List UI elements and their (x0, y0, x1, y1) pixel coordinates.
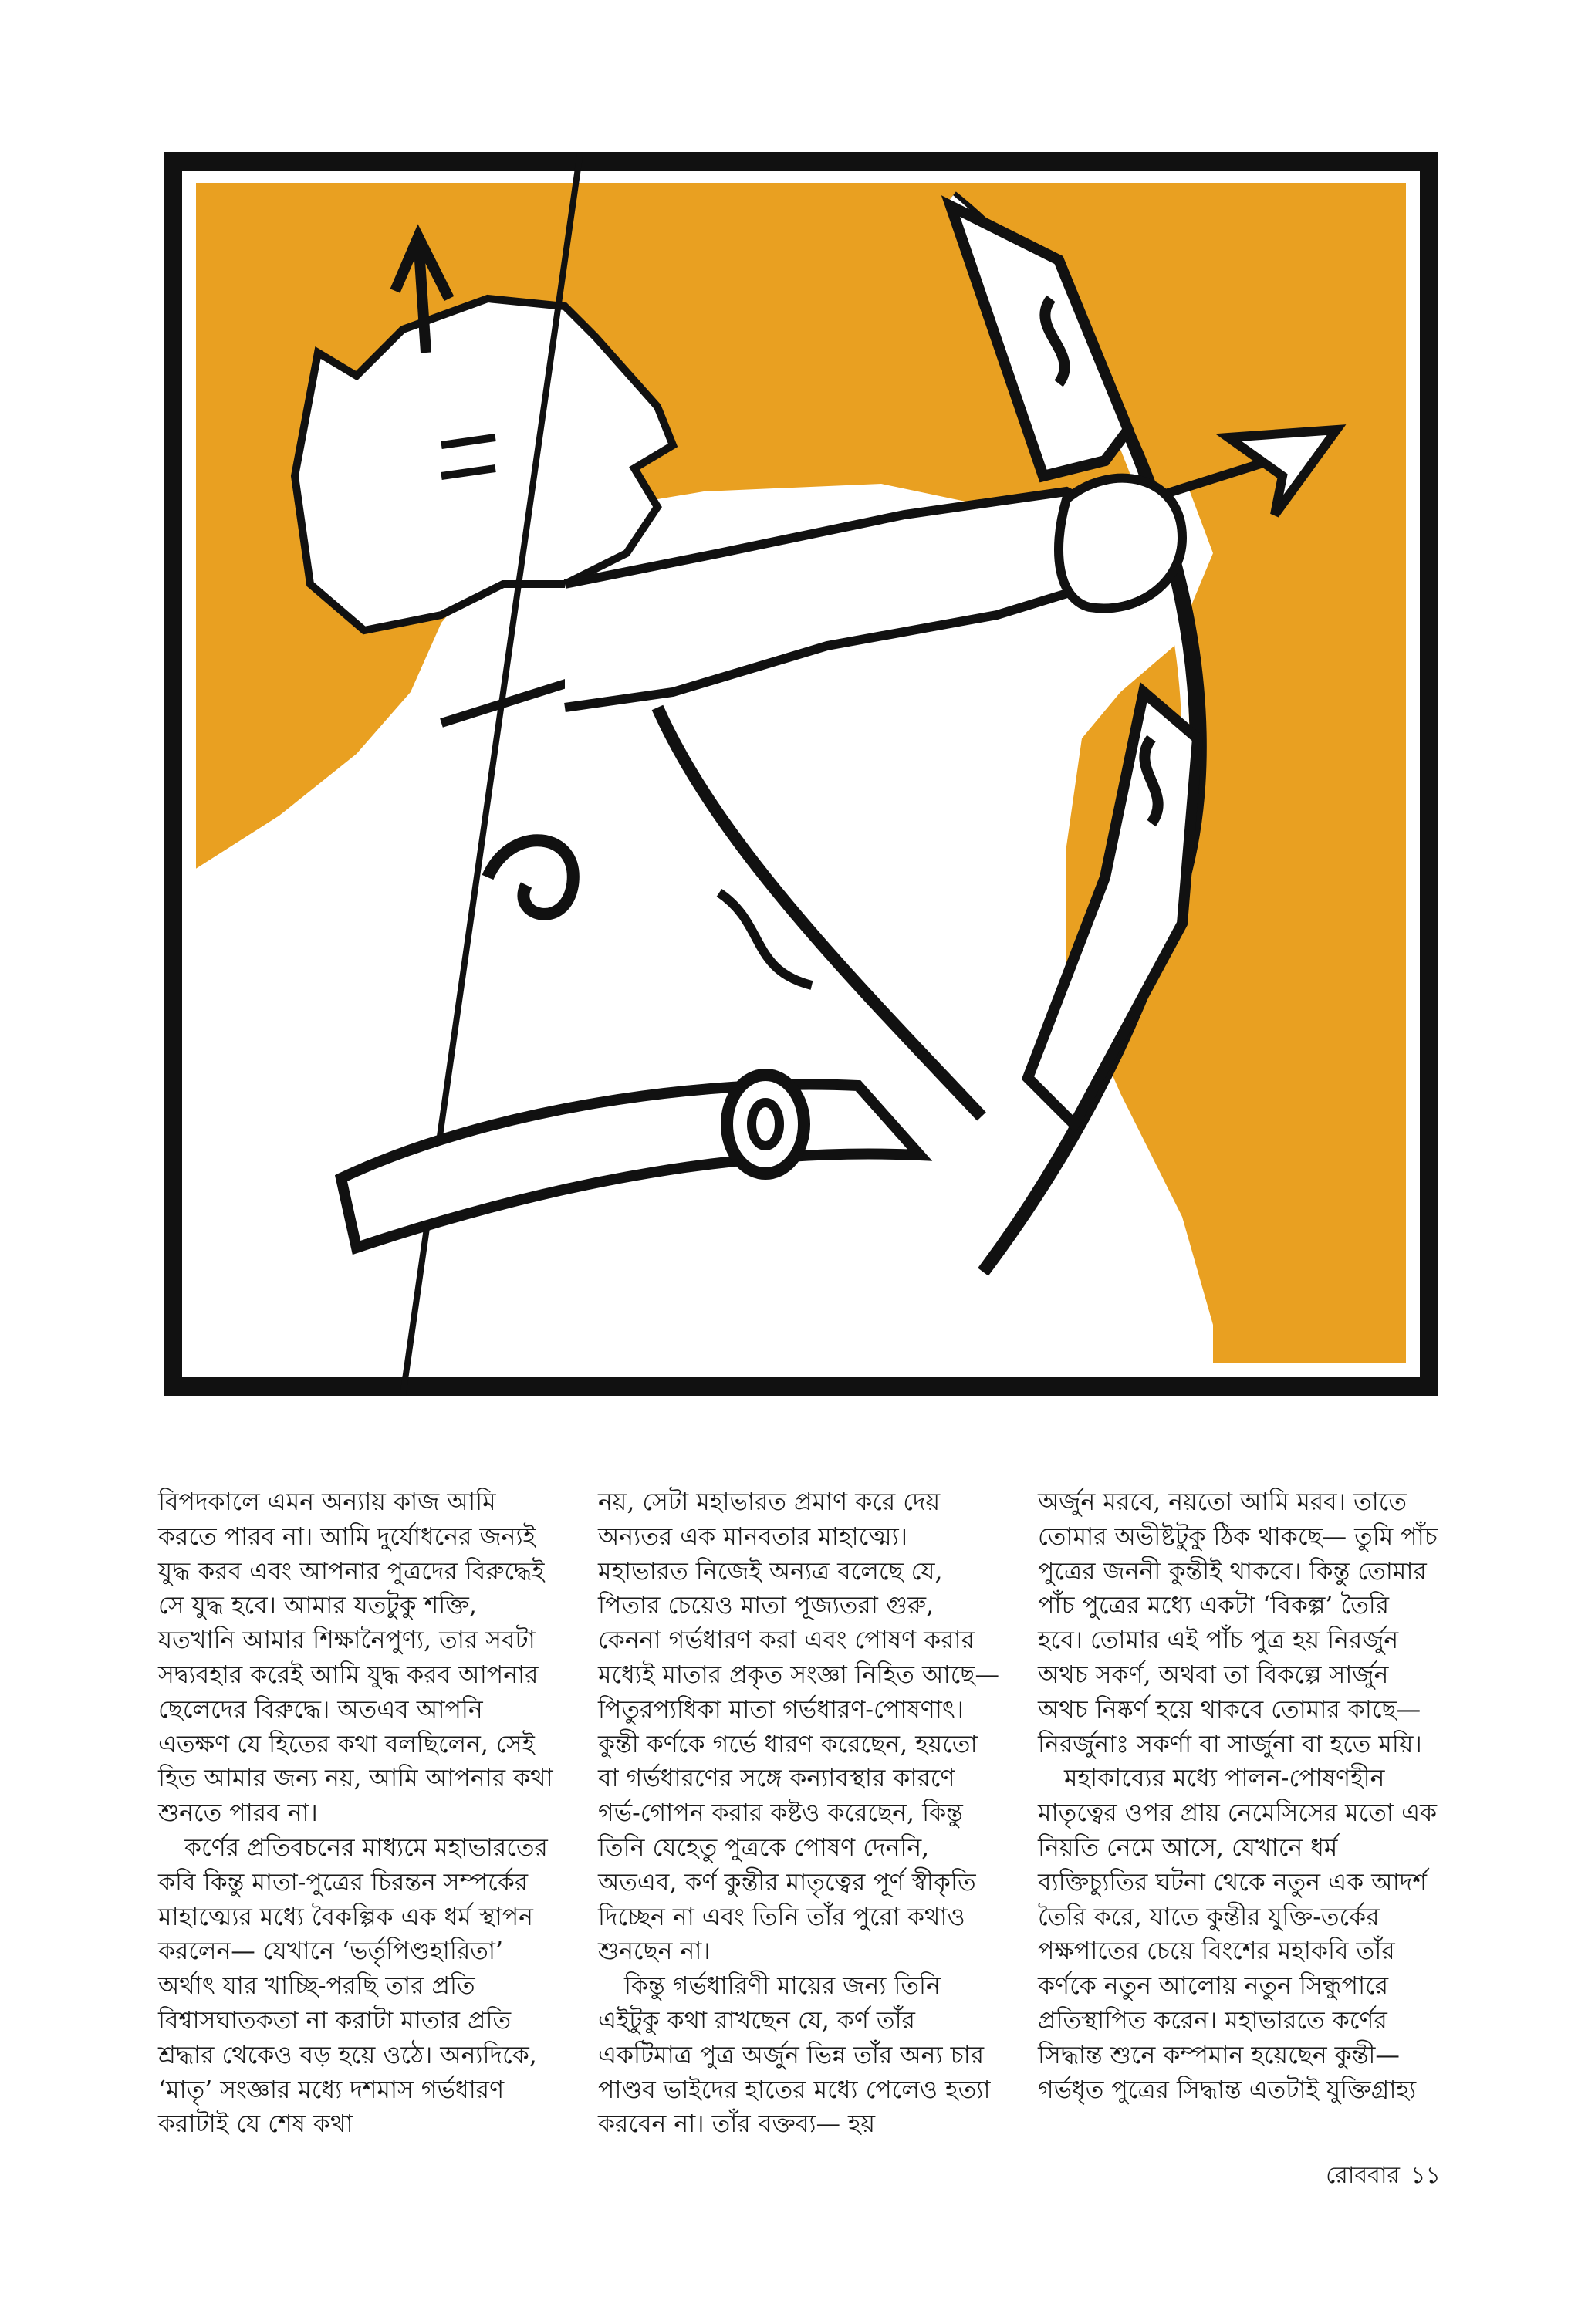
paragraph: নয়, সেটা মহাভারত প্রমাণ করে দেয় অন্যতর এক মানবতার মাহাত্ম্যে। মহাভারত নিজেই অন্যত্র বলেছে যে, পিতার চেয়েও মাতা পূজ্যতরা গুরু, কেননা গর্ভধারণ করা এবং পোষণ করার মধ্যেই মাতার প্রকৃত সংজ্ঞা নিহিত আছে— পিতুরপ্যধিকা মাতা গর্ভধারণ-পোষণাৎ। কুন্তী কর্ণকে গর্ভে ধারণ করেছেন, হয়তো বা গর্ভধারণের সঙ্গে কন্যাবস্থার কারণে গর্ভ-গোপন করার কষ্টও করেছেন, কিন্তু তিনি যেহেতু পুত্রকে পোষণ দেননি, অতএব, কর্ণ কুন্তীর মাতৃত্বের পূর্ণ স্বীকৃতি দিচ্ছেন না এবং তিনি তাঁর পুরো কথাও শুনছেন না। (598, 1488, 999, 1966)
archer-illustration-svg (164, 152, 1438, 1396)
paragraph: কিন্তু গর্ভধারিণী মায়ের জন্য তিনি এইটুকু কথা রাখছেন যে, কর্ণ তাঁর একটিমাত্র পুত্র অর্জুন ভিন্ন তাঁর অন্য চার পাণ্ডব ভাইদের হাতের মধ্যে পেলেও হত্যা করবেন না। তাঁর বক্তব্য— হয় (598, 1972, 991, 2139)
page-footer (1315, 2160, 1441, 2191)
archer-illustration (164, 152, 1438, 1396)
hand (1059, 478, 1182, 609)
column-3 (1038, 1485, 1439, 2107)
page-number: ১১ (1411, 2162, 1441, 2189)
belt-buckle (727, 1075, 804, 1174)
column-1 (158, 1485, 559, 2142)
paragraph: মহাকাব্যের মধ্যে পালন-পোষণহীন মাতৃত্বের ওপর প্রায় নেমেসিসের মতো এক নিয়তি নেমে আসে, যেখানে ধর্ম ব্যক্তিচ্যুতির ঘটনা থেকে নতুন এক আদর্শ তৈরি করে, যাতে কুন্তীর যুক্তি-তর্কের পক্ষপাতের চেয়ে বিংশের মহাকবি তাঁর কর্ণকে নতুন আলোয় নতুন সিন্ধুপারে প্রতিস্থাপিত করেন। মহাভারতে কর্ণের সিদ্ধান্ত শুনে কম্পমান হয়েছেন কুন্তী— গর্ভধৃত পুত্রের সিদ্ধান্ত এতটাই যুক্তিগ্রাহ্য (1038, 1765, 1438, 2104)
paragraph: কর্ণের প্রতিবচনের মাধ্যমে মহাভারতের কবি কিন্তু মাতা-পুত্রের চিরন্তন সম্পর্কের মাহাত্ম্যের মধ্যে বৈকল্পিক এক ধর্ম স্থাপন করলেন— যেখানে ‘ভর্তৃপিণ্ডহারিতা’ অর্থাৎ যার খাচ্ছি-পরছি তার প্রতি বিশ্বাসঘাতকতা না করাটা মাতার প্রতি শ্রদ্ধার থেকেও বড় হয়ে ওঠে। অন্যদিকে, ‘মাতৃ’ সংজ্ঞার মধ্যে দশমাস গর্ভধারণ করাটাই যে শেষ কথা (158, 1833, 548, 2139)
magazine-name: রোববার (1326, 2162, 1401, 2189)
article-columns (158, 1485, 1439, 2149)
paragraph: বিপদকালে এমন অন্যায় কাজ আমি করতে পারব না। আমি দুর্যোধনের জন্যই যুদ্ধ করব এবং আপনার পুত্রদের বিরুদ্ধেই সে যুদ্ধ হবে। আমার যতটুকু শক্তি, যতখানি আমার শিক্ষানৈপুণ্য, তার সবটা সদ্ব্যবহার করেই আমি যুদ্ধ করব আপনার ছেলেদের বিরুদ্ধে। অতএব আপনি এতক্ষণ যে হিতের কথা বলছিলেন, সেই হিত আমার জন্য নয়, আমি আপনার কথা শুনতে পারব না। (158, 1488, 553, 1828)
column-2 (598, 1485, 999, 2142)
paragraph: অর্জুন মরবে, নয়তো আমি মরব। তাতে তোমার অভীষ্টটুকু ঠিক থাকছে— তুমি পাঁচ পুত্রের জননী কুন্তীই থাকবে। কিন্তু তোমার পাঁচ পুত্রের মধ্যে একটা ‘বিকল্প’ তৈরি হবে। তোমার এই পাঁচ পুত্র হয় নিরর্জুন অথচ সকর্ণ, অথবা তা বিকল্পে সার্জুন অথচ নিষ্কর্ণ হয়ে থাকবে তোমার কাছে— নিরর্জুনাঃ সকর্ণা বা সার্জুনা বা হতে ময়ি। (1038, 1488, 1438, 1758)
